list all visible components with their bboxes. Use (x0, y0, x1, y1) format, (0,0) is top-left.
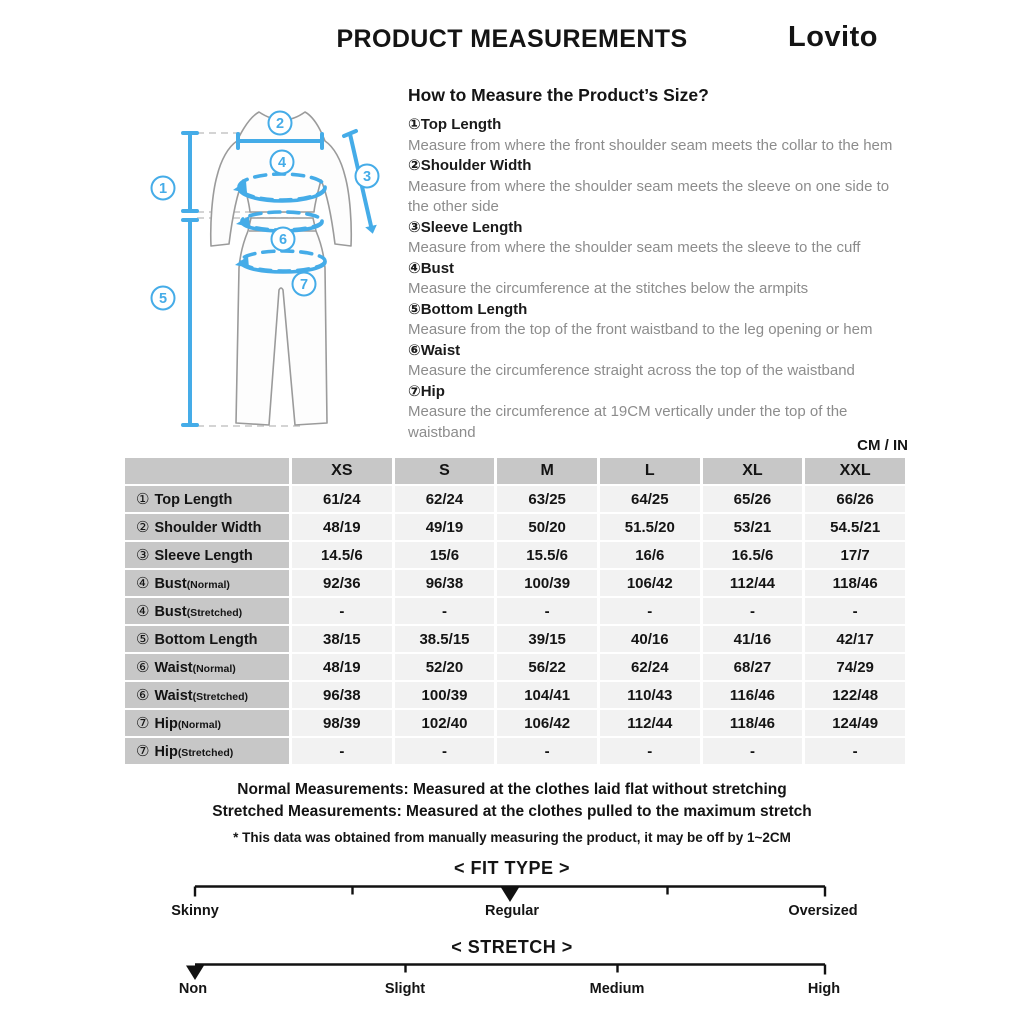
row-label (125, 654, 289, 680)
column-header-l: L (600, 458, 700, 484)
fit-label-skinny: Skinny (171, 903, 219, 919)
fit-type-scale (0, 883, 1024, 943)
notes-section (0, 779, 1024, 845)
cell-value: 104/41 (497, 682, 597, 708)
cell-value: 61/24 (292, 486, 392, 512)
cell-value: 100/39 (497, 570, 597, 596)
stretch-label-non: Non (178, 981, 208, 997)
measure-label (408, 382, 913, 403)
stretch-label-high: High (807, 981, 841, 997)
measurement-table (122, 456, 908, 766)
table-row (125, 542, 905, 568)
cell-value: 98/39 (292, 710, 392, 736)
cell-value: 52/20 (395, 654, 495, 680)
how-to-item (408, 382, 913, 444)
fit-type-marker (501, 888, 519, 903)
measure-name: Sleeve Length (420, 218, 523, 236)
how-to-item (408, 156, 913, 218)
row-sub-label: (Normal) (177, 719, 221, 731)
cell-value: 116/46 (703, 682, 803, 708)
top-length-line (183, 133, 197, 211)
table-row (125, 654, 905, 680)
measure-number: ① (408, 116, 421, 133)
cell-value: 56/22 (497, 654, 597, 680)
stretch-title: < STRETCH > (451, 937, 573, 957)
cell-value: 62/24 (395, 486, 495, 512)
marker-number-4: 4 (277, 155, 287, 171)
row-name: Bust (154, 604, 187, 620)
cell-value: 42/17 (805, 626, 905, 652)
column-header-s: S (395, 458, 495, 484)
row-name: Bust (154, 576, 187, 592)
page-title: PRODUCT MEASUREMENTS (336, 25, 688, 53)
cell-value: 102/40 (395, 710, 495, 736)
row-label (125, 570, 289, 596)
cell-value: 38/15 (292, 626, 392, 652)
cell-value: 39/15 (497, 626, 597, 652)
cell-value: 118/46 (805, 570, 905, 596)
cell-value: - (703, 738, 803, 764)
cell-value: 15/6 (395, 542, 495, 568)
measure-number: ⑦ (408, 382, 421, 400)
stretch-label-slight: Slight (384, 981, 426, 997)
how-to-item (408, 300, 913, 341)
cell-value: 118/46 (703, 710, 803, 736)
cell-value: 124/49 (805, 710, 905, 736)
cell-value: 38.5/15 (395, 626, 495, 652)
measure-label (408, 259, 913, 280)
measure-description: Measure the circumference straight across the top of the waistband (408, 362, 855, 379)
cell-value: 54.5/21 (805, 514, 905, 540)
row-name: Hip (154, 744, 178, 760)
fit-label-oversized: Oversized (788, 903, 858, 919)
stretch-label-medium: Medium (589, 981, 645, 997)
row-label (125, 710, 289, 736)
table-row (125, 682, 905, 708)
row-label (125, 682, 289, 708)
cell-value: - (292, 738, 392, 764)
measure-description: Measure the circumference at 19CM vertically under the top of the waistband (408, 403, 848, 441)
cell-value: 50/20 (497, 514, 597, 540)
row-number: ⑤ (136, 631, 150, 648)
cell-value: 53/21 (703, 514, 803, 540)
cell-value: 112/44 (600, 710, 700, 736)
measure-label (408, 115, 913, 136)
cell-value: 51.5/20 (600, 514, 700, 540)
note-stretched: Stretched Measurements: Measured at the clothes pulled to the maximum stretch (212, 803, 812, 820)
stretch-axis (0, 961, 1024, 983)
column-header-xs: XS (292, 458, 392, 484)
row-number: ⑥ (136, 687, 150, 704)
row-label (125, 598, 289, 624)
measure-name: Hip (420, 382, 445, 400)
stretch-marker (186, 966, 204, 981)
unit-label: CM / IN (857, 437, 908, 454)
cell-value: - (292, 598, 392, 624)
cell-value: - (703, 598, 803, 624)
row-label (125, 542, 289, 568)
marker-number-2: 2 (275, 116, 285, 132)
cell-value: 100/39 (395, 682, 495, 708)
cell-value: 40/16 (600, 626, 700, 652)
cell-value: - (600, 598, 700, 624)
cell-value: 96/38 (395, 570, 495, 596)
cell-value: - (805, 598, 905, 624)
note-disclaimer: * This data was obtained from manually measuring the product, it may be off by 1~2CM (233, 830, 791, 845)
row-sub-label: (Stretched) (192, 691, 249, 703)
cell-value: - (497, 598, 597, 624)
how-to-heading: How to Measure the Product’s Size? (408, 85, 709, 105)
how-to-item (408, 115, 913, 156)
fit-type-title: < FIT TYPE > (453, 858, 571, 878)
measure-label (408, 300, 913, 321)
measure-label (408, 218, 913, 239)
fit-label-regular: Regular (485, 903, 539, 919)
stretch-scale (0, 961, 1024, 1021)
measure-name: Bust (420, 259, 455, 277)
table-corner-cell (125, 458, 289, 484)
cell-value: 66/26 (805, 486, 905, 512)
measure-label (408, 156, 913, 177)
cell-value: 41/16 (703, 626, 803, 652)
row-sub-label: (Normal) (192, 663, 236, 675)
cell-value: - (395, 598, 495, 624)
cell-value: - (600, 738, 700, 764)
note-normal: Normal Measurements: Measured at the clothes laid flat without stretching (237, 781, 787, 798)
row-sub-label: (Normal) (186, 579, 230, 591)
cell-value: 48/19 (292, 654, 392, 680)
row-label (125, 486, 289, 512)
cell-value: 92/36 (292, 570, 392, 596)
row-label (125, 626, 289, 652)
row-number: ④ (136, 603, 150, 620)
measure-name: Shoulder Width (420, 157, 532, 174)
cell-value: 106/42 (600, 570, 700, 596)
column-header-xxl: XXL (805, 458, 905, 484)
cell-value: 15.5/6 (497, 542, 597, 568)
marker-number-7: 7 (299, 277, 309, 293)
row-number: ⑦ (136, 715, 150, 732)
row-label (125, 514, 289, 540)
cell-value: 16.5/6 (703, 542, 803, 568)
cell-value: 16/6 (600, 542, 700, 568)
row-name: Top Length (154, 492, 233, 508)
cell-value: - (395, 738, 495, 764)
row-number: ⑥ (136, 659, 150, 676)
row-name: Sleeve Length (154, 548, 253, 564)
how-to-section (408, 85, 913, 443)
cell-value: 112/44 (703, 570, 803, 596)
marker-number-6: 6 (278, 232, 288, 248)
how-to-item (408, 218, 913, 259)
cell-value: 49/19 (395, 514, 495, 540)
measure-label (408, 341, 913, 362)
how-to-item (408, 259, 913, 300)
row-number: ① (136, 491, 150, 508)
row-name: Waist (154, 660, 193, 676)
table-row (125, 514, 905, 540)
row-name: Shoulder Width (154, 520, 262, 536)
measure-number: ⑥ (408, 341, 421, 359)
table-row (125, 598, 905, 624)
measure-number: ③ (408, 218, 421, 236)
bottom-length-line (183, 220, 197, 425)
row-number: ④ (136, 575, 150, 592)
table-row (125, 486, 905, 512)
how-to-item (408, 341, 913, 382)
row-sub-label: (Stretched) (177, 747, 234, 759)
measure-description: Measure from the top of the front waistband to the leg opening or hem (408, 321, 873, 338)
row-sub-label: (Stretched) (186, 607, 243, 619)
row-name: Waist (154, 688, 193, 704)
table-row (125, 738, 905, 764)
table-header-row (125, 458, 905, 484)
measure-description: Measure from where the shoulder seam meets the sleeve on one side to the other side (408, 177, 890, 215)
row-number: ⑦ (136, 743, 150, 760)
row-number: ③ (136, 547, 150, 564)
table-row (125, 570, 905, 596)
column-header-xl: XL (703, 458, 803, 484)
marker-number-5: 5 (158, 291, 168, 307)
brand-logo: Lovito (788, 21, 878, 53)
marker-number-3: 3 (362, 169, 372, 185)
row-number: ② (136, 519, 150, 536)
measure-name: Top Length (420, 116, 502, 133)
cell-value: - (497, 738, 597, 764)
cell-value: 96/38 (292, 682, 392, 708)
fit-type-axis (0, 883, 1024, 905)
measure-description: Measure the circumference at the stitches below the armpits (408, 280, 809, 297)
cell-value: 65/26 (703, 486, 803, 512)
measure-number: ② (408, 157, 421, 174)
row-name: Bottom Length (154, 632, 258, 648)
measure-number: ④ (408, 259, 421, 277)
cell-value: 122/48 (805, 682, 905, 708)
table-row (125, 626, 905, 652)
table-row (125, 710, 905, 736)
column-header-m: M (497, 458, 597, 484)
marker-number-1: 1 (158, 181, 168, 197)
garment-diagram (128, 94, 423, 450)
row-label (125, 738, 289, 764)
cell-value: 17/7 (805, 542, 905, 568)
cell-value: 110/43 (600, 682, 700, 708)
cell-value: 106/42 (497, 710, 597, 736)
measure-name: Waist (420, 341, 461, 359)
cell-value: 74/29 (805, 654, 905, 680)
cell-value: 63/25 (497, 486, 597, 512)
cell-value: 48/19 (292, 514, 392, 540)
row-name: Hip (154, 716, 178, 732)
measure-number: ⑤ (408, 300, 421, 318)
cell-value: 68/27 (703, 654, 803, 680)
measure-name: Bottom Length (420, 300, 528, 318)
cell-value: 14.5/6 (292, 542, 392, 568)
measure-description: Measure from where the shoulder seam meets the sleeve to the cuff (408, 239, 861, 256)
sleeve-arrowhead (365, 225, 377, 234)
cell-value: - (805, 738, 905, 764)
cell-value: 62/24 (600, 654, 700, 680)
how-to-list (408, 115, 913, 443)
measure-description: Measure from where the front shoulder seam meets the collar to the hem (408, 136, 893, 154)
cell-value: 64/25 (600, 486, 700, 512)
